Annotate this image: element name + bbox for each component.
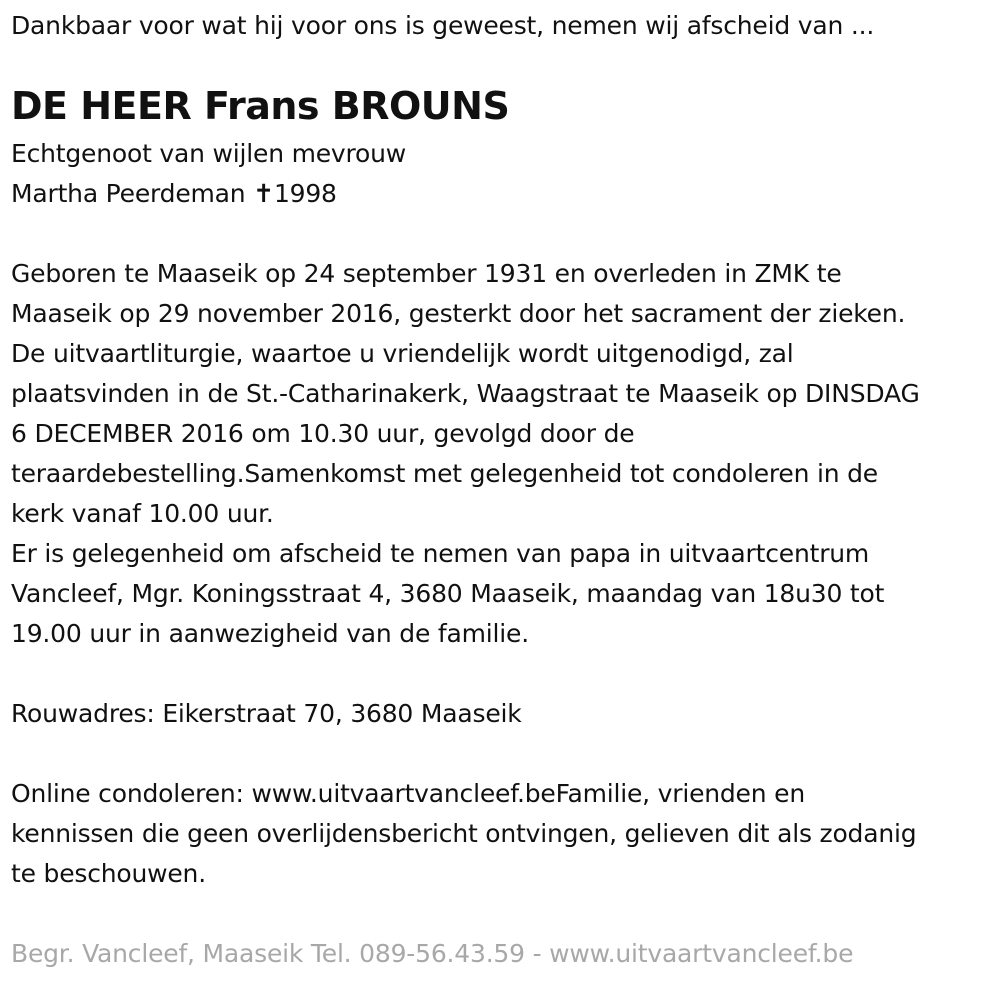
spouse-line: Echtgenoot van wijlen mevrouw [11,139,407,168]
online-line: te beschouwen. [11,859,206,888]
online-condolence-block [11,774,916,894]
details-line: Vancleef, Mgr. Koningsstraat 4, 3680 Maaseik, maandag van 18u30 tot [11,579,885,608]
intro-text: Dankbaar voor wat hij voor ons is geweest, nemen wij afscheid van ... [11,11,875,40]
details-line: teraardebestelling.Samenkomst met gelegenheid tot condoleren in de [11,459,878,488]
mourning-address: Rouwadres: Eikerstraat 70, 3680 Maaseik [11,699,522,728]
details-line: 19.00 uur in aanwezigheid van de familie. [11,619,529,648]
details-line: kerk vanaf 10.00 uur. [11,499,274,528]
details-line: Geboren te Maaseik op 24 september 1931 en overleden in ZMK te [11,259,842,288]
spouse-name-line [11,174,406,214]
cross-icon: ✝ [253,179,274,208]
spouse-death-year: 1998 [273,179,337,208]
online-line: Online condoleren: www.uitvaartvancleef.beFamilie, vrienden en [11,779,805,808]
details-line: De uitvaartliturgie, waartoe u vriendelijk wordt uitgenodigd, zal [11,339,794,368]
online-line: kennissen die geen overlijdensbericht ontvingen, gelieven dit als zodanig [11,819,917,848]
spouse-block [11,134,406,214]
details-line: Maaseik op 29 november 2016, gesterkt door het sacrament der zieken. [11,299,906,328]
funeral-details [11,254,920,654]
details-line: 6 DECEMBER 2016 om 10.30 uur, gevolgd door de [11,419,635,448]
spouse-name: Martha Peerdeman [11,179,246,208]
funeral-home-footer: Begr. Vancleef, Maaseik Tel. 089-56.43.59 - www.uitvaartvancleef.be [11,939,854,968]
deceased-name: DE HEER Frans BROUNS [11,84,510,128]
details-line: plaatsvinden in de St.-Catharinakerk, Waagstraat te Maaseik op DINSDAG [11,379,920,408]
details-line: Er is gelegenheid om afscheid te nemen van papa in uitvaartcentrum [11,539,870,568]
